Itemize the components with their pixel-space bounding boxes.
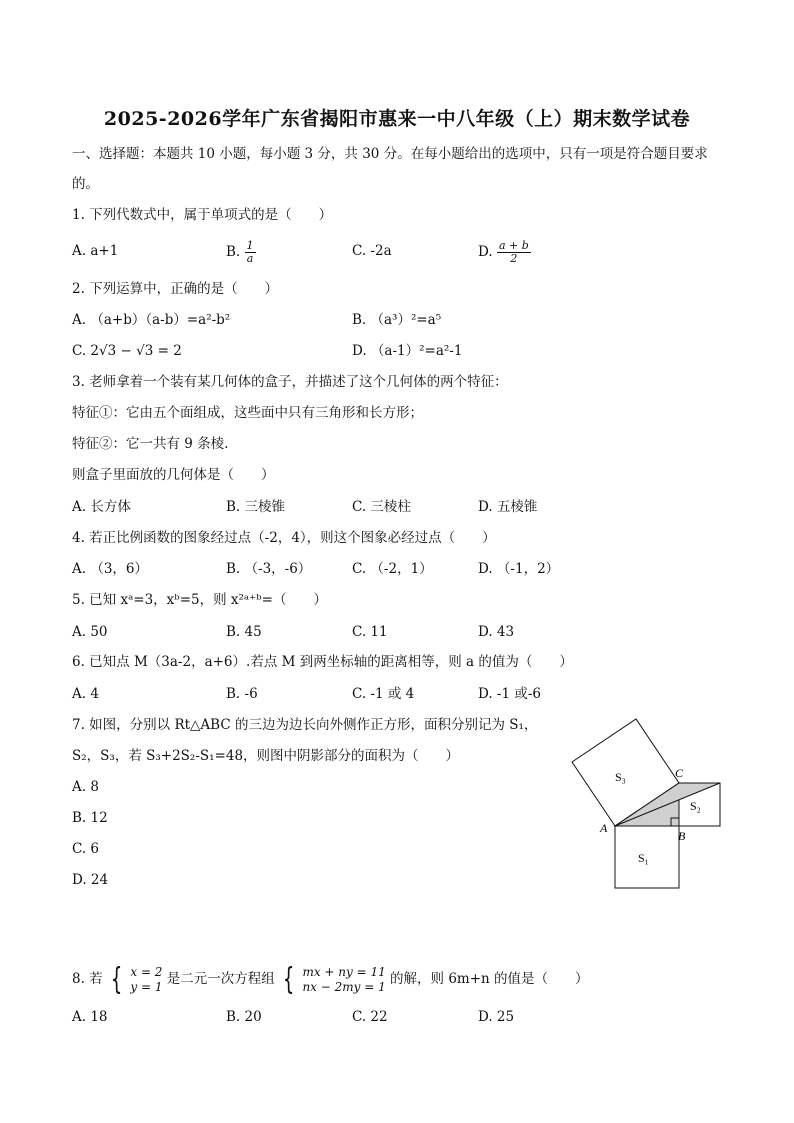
q3-option-a[interactable]: A. 长方体 <box>72 499 131 515</box>
q6-option-a[interactable]: A. 4 <box>72 686 99 702</box>
q8-option-b[interactable]: B. 20 <box>226 1009 262 1025</box>
q7-option-b[interactable]: B. 12 <box>72 810 108 826</box>
q4-stem: 4. 若正比例函数的图象经过点（-2，4），则这个图象必经过点（ ） <box>72 530 496 546</box>
q3-question: 则盒子里面放的几何体是（ ） <box>72 467 275 483</box>
q7-option-d[interactable]: D. 24 <box>72 872 109 888</box>
q5-option-b[interactable]: B. 45 <box>226 624 262 640</box>
q2-option-d[interactable]: D. （a-1）²=a²-1 <box>352 343 463 359</box>
left-brace-icon: { <box>110 961 123 997</box>
q8-solution-system <box>130 965 162 995</box>
q3-option-c[interactable]: C. 三棱柱 <box>352 499 411 515</box>
q3-option-b[interactable]: B. 三棱锥 <box>226 499 286 515</box>
q1-stem: 1. 下列代数式中，属于单项式的是（ ） <box>72 207 333 223</box>
q1-option-d-fraction <box>497 240 531 265</box>
label-a: A <box>600 821 608 835</box>
q2-options-row1 <box>72 309 772 331</box>
q1-b-numerator: 1 <box>246 239 254 252</box>
q2-option-b[interactable]: B. （a³）²=a⁵ <box>352 312 442 328</box>
q5-options <box>72 621 772 643</box>
q4-option-a[interactable]: A. （3，6） <box>72 561 149 577</box>
q1-option-a[interactable]: A. a+1 <box>72 243 119 259</box>
q1-option-b-prefix: B. <box>226 244 245 260</box>
label-s3: S₃ <box>615 770 626 784</box>
q1-b-denominator: a <box>246 252 254 265</box>
q8-suffix: 的解，则 6m+n 的值是（ ） <box>390 971 589 987</box>
q3-feature-2: 特征②：它一共有 9 条棱. <box>72 436 229 452</box>
q8-stem <box>72 962 589 996</box>
q4-option-b[interactable]: B. （-3，-6） <box>226 561 312 577</box>
q3-feature-1: 特征①：它由五个面组成，这些面中只有三角形和长方形； <box>72 405 423 421</box>
q8-mid-text: 是二元一次方程组 <box>166 971 275 987</box>
q6-option-c[interactable]: C. -1 或 4 <box>352 686 415 702</box>
left-brace-icon: { <box>282 961 295 997</box>
q6-option-d[interactable]: D. -1 或-6 <box>478 686 542 702</box>
q2-option-c[interactable]: C. 2√3 − √3 = 2 <box>72 343 182 359</box>
q3-stem: 3. 老师拿着一个装有某几何体的盒子，并描述了这个几何体的两个特征： <box>72 374 508 390</box>
q7-stem: 7. 如图，分别以 Rt△ABC 的三边为边长向外侧作正方形，面积分别记为 S₁， <box>72 717 538 733</box>
q1-d-denominator: 2 <box>510 252 518 265</box>
q6-options <box>72 683 772 705</box>
q2-stem: 2. 下列运算中，正确的是（ ） <box>72 281 279 297</box>
q8-solution-y: y = 1 <box>130 979 163 994</box>
q5-stem: 5. 已知 xᵃ=3，xᵇ=5，则 x²ᵃ⁺ᵇ=（ ） <box>72 592 327 608</box>
q2-options-row2 <box>72 340 772 362</box>
q1-options <box>72 239 772 265</box>
q5-option-a[interactable]: A. 50 <box>72 624 108 640</box>
q4-option-d[interactable]: D. （-1，2） <box>478 561 560 577</box>
q1-option-b[interactable] <box>226 240 256 265</box>
q8-option-a[interactable]: A. 18 <box>72 1009 108 1025</box>
q1-d-numerator: a + b <box>498 239 529 252</box>
q1-option-d[interactable] <box>478 240 531 265</box>
q8-option-c[interactable]: C. 22 <box>352 1009 388 1025</box>
label-s1: S₁ <box>638 851 649 865</box>
q5-option-c[interactable]: C. 11 <box>352 624 388 640</box>
section-heading: 一、选择题：本题共 10 小题，每小题 3 分，共 30 分。在每小题给出的选项中，只有一项是符合题目要求 <box>72 146 708 162</box>
q4-options <box>72 558 772 580</box>
q7-figure <box>565 715 730 895</box>
q5-option-d[interactable]: D. 43 <box>478 624 515 640</box>
q1-option-c[interactable]: C. -2a <box>352 243 392 259</box>
label-b: B <box>678 829 686 843</box>
q8-option-d[interactable]: D. 25 <box>478 1009 515 1025</box>
squares-diagram <box>565 715 730 895</box>
q8-equation-2: nx − 2my = 1 <box>302 979 386 994</box>
q3-option-d[interactable]: D. 五棱锥 <box>478 499 538 515</box>
q6-stem: 6. 已知点 M（3a-2，a+6）.若点 M 到两坐标轴的距离相等，则 a 的值为（ ） <box>72 654 573 670</box>
q8-equation-system <box>302 965 385 995</box>
q1-option-d-prefix: D. <box>478 244 497 260</box>
q8-options <box>72 1006 772 1028</box>
q6-option-b[interactable]: B. -6 <box>226 686 258 702</box>
q4-option-c[interactable]: C. （-2，1） <box>352 561 433 577</box>
q8-prefix: 8. 若 <box>72 971 103 987</box>
q8-equation-1: mx + ny = 11 <box>302 964 386 979</box>
section-heading-cont: 的。 <box>72 176 99 192</box>
q7-option-a[interactable]: A. 8 <box>72 779 99 795</box>
q1-option-b-fraction <box>245 240 256 265</box>
q3-options <box>72 496 772 518</box>
q7-option-c[interactable]: C. 6 <box>72 841 100 857</box>
page-title: 2025-2026学年广东省揭阳市惠来一中八年级（上）期末数学试卷 <box>103 108 691 130</box>
q7-stem-cont: S₂，S₃，若 S₃+2S₂-S₁=48，则图中阴影部分的面积为（ ） <box>72 748 460 764</box>
label-s2: S₂ <box>690 799 701 813</box>
q2-option-a[interactable]: A. （a+b）（a-b）=a²-b² <box>72 312 231 328</box>
label-c: C <box>675 766 684 780</box>
q8-solution-x: x = 2 <box>130 964 163 979</box>
